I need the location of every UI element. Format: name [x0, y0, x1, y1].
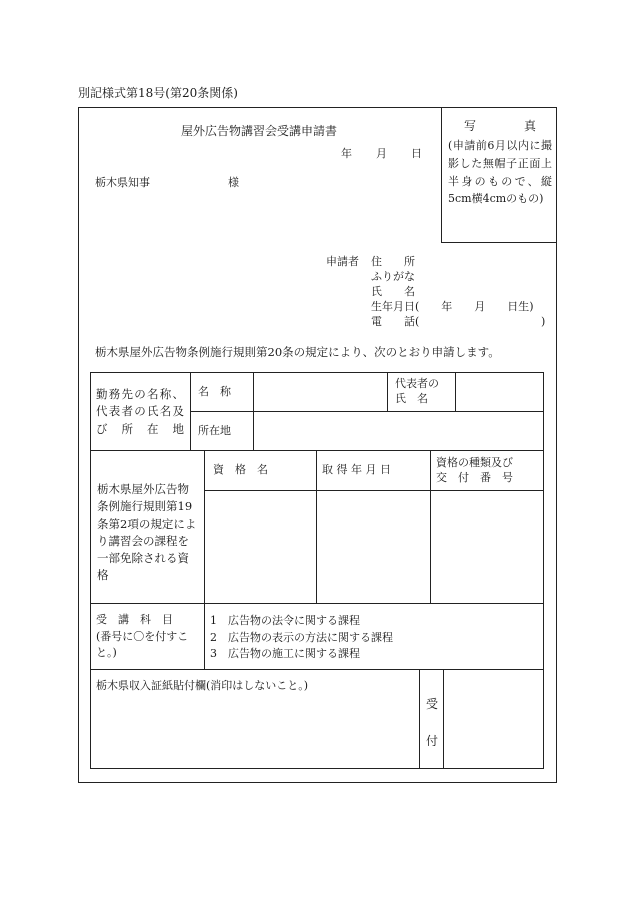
date-month: 月 [376, 147, 387, 160]
stamp-area-label: 栃木県収入証紙貼付欄(消印はしないこと。) [96, 679, 309, 692]
course-item-1: 1 広告物の法令に関する課程 [210, 614, 360, 627]
representative-label-1: 代表者の [395, 377, 439, 390]
course-label-1: 受 講 科 目 [96, 613, 173, 626]
intro-text: 栃木県屋外広告物条例施行規則第20条の規定により、次のとおり申請します。 [95, 345, 500, 359]
rule-v5 [204, 450, 205, 603]
rule-workplace-bottom [90, 450, 544, 451]
exemption-label: 栃木県屋外広告物条例施行規則第19条第2項の規定により講習会の課程を一部免除される資格 [97, 482, 197, 583]
applicant-phone-close: ) [541, 315, 546, 328]
course-item-3: 3 広告物の施工に関する課程 [210, 647, 360, 660]
addressee-honorific: 様 [228, 176, 239, 189]
rule-v9 [419, 669, 420, 769]
rule-workplace-mid [190, 411, 544, 412]
course-label-2: (番号に〇を付すこと。) [96, 630, 189, 659]
applicant-phone-label: 電 話( [371, 315, 420, 328]
workplace-address-label: 所在地 [198, 424, 231, 437]
col-type-number-2: 交 付 番 号 [436, 471, 513, 484]
addressee-name: 栃木県知事 [95, 176, 150, 189]
photo-label-2: 真 [524, 119, 537, 133]
col-type-number-1: 資格の種類及び [436, 456, 513, 469]
rule-exemption-header [204, 490, 544, 491]
rule-v1 [190, 372, 191, 450]
workplace-label: 勤務先の名称、代表者の氏名及び所在地 [96, 387, 184, 436]
receipt-label-1: 受 [426, 697, 439, 711]
rule-v4 [455, 372, 456, 411]
course-item-2: 2 広告物の表示の方法に関する課程 [210, 631, 393, 644]
rule-v3 [387, 372, 388, 411]
photo-note: (申請前6月以内に撮影した無帽子正面上半身のもので、縦5cm横4cmのもの) [448, 139, 552, 206]
col-acquisition-date: 取 得 年 月 日 [322, 463, 391, 476]
rule-v6 [316, 450, 317, 603]
rule-v10 [443, 669, 444, 769]
rule-v7 [430, 450, 431, 603]
date-year: 年 [341, 147, 352, 160]
applicant-address-label: 住 所 [371, 255, 415, 268]
rule-v8 [204, 603, 205, 669]
workplace-name-label: 名 称 [198, 385, 231, 398]
applicant-birth-label: 生年月日( 年 月 日生) [371, 300, 534, 313]
representative-label-2: 氏 名 [395, 392, 428, 405]
rule-v2 [253, 372, 254, 450]
rule-exemption-bottom [90, 603, 544, 604]
applicant-name-label: 氏 名 [371, 285, 415, 298]
form-number: 別記様式第18号(第20条関係) [78, 86, 238, 100]
applicant-furigana-label: ふりがな [371, 270, 415, 283]
col-qualification-name: 資 格 名 [213, 463, 268, 476]
form-title: 屋外広告物講習会受講申請書 [181, 124, 338, 138]
applicant-label: 申請者 [326, 255, 359, 268]
photo-label-1: 写 [464, 119, 477, 133]
receipt-label-2: 付 [426, 734, 439, 748]
rule-course-bottom [90, 669, 544, 670]
date-day: 日 [411, 147, 422, 160]
